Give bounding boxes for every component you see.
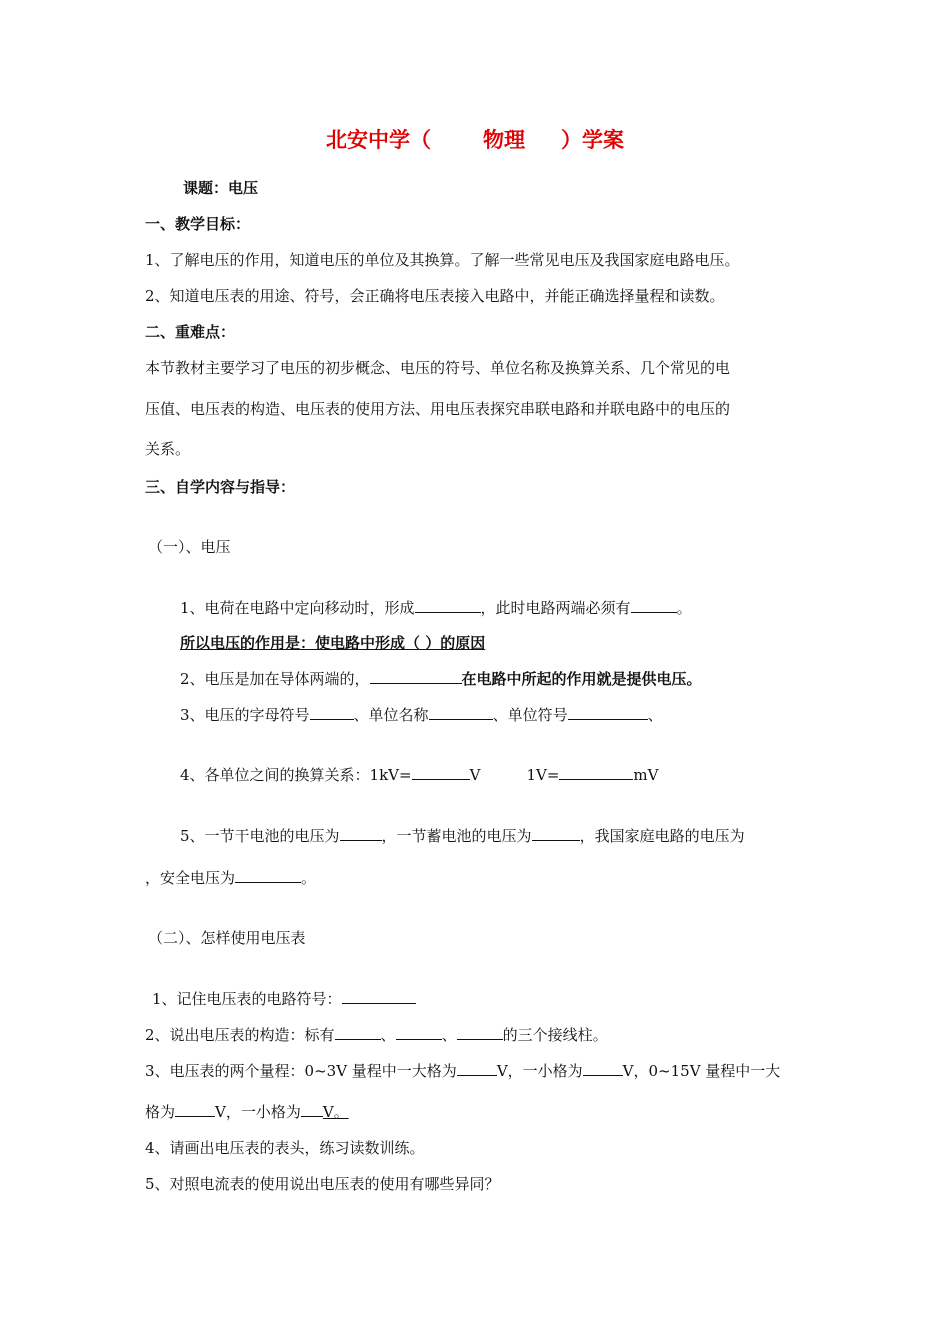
p2q2-text-d: 的三个接线柱。 [502,1026,608,1044]
title-left: 北安中学（ [326,128,431,152]
q4-text-a: 4、各单位之间的换算关系：1kV= [180,766,412,784]
p2q2-text-b: 、 [380,1026,396,1044]
q5-text-b: ，一节蓄电池的电压为 [381,827,532,845]
key-paragraph-line-3: 关系。 [145,440,191,458]
q1-blank-1[interactable] [415,598,481,613]
q4-text-c: 1V= [526,766,560,784]
part1-question-1-note: 所以电压的作用是：使电路中形成（ ）的原因 [180,634,486,652]
p2q2-blank-1[interactable] [335,1025,381,1040]
q5-blank-2[interactable] [532,826,580,841]
goals-heading: 一、教学目标： [145,215,251,233]
q1-text-a: 1、电荷在电路中定向移动时，形成 [180,599,415,617]
p2q3-blank-4[interactable] [301,1102,323,1117]
p2q1-blank[interactable] [342,989,416,1004]
part1-question-5-continued [145,868,316,888]
topic-value: 电压 [228,179,259,197]
q5-blank-3[interactable] [235,868,301,883]
q4-blank-1[interactable] [412,765,470,780]
p2q3-text-a: 3、电压表的两个量程：0~3V 量程中一大格为 [145,1062,457,1080]
q3-blank-2[interactable] [429,705,493,720]
part2-heading: （二）、怎样使用电压表 [148,929,306,947]
q1-text-c: 。 [676,599,692,617]
topic-label: 课题： [183,179,229,197]
part2-question-3-continued [145,1102,349,1122]
p2q3-text-e: V，一小格为 [215,1103,301,1121]
p2q3-text-c: V，0~15V 量程中一大 [622,1062,781,1080]
p2q2-text-c: 、 [441,1026,457,1044]
q5-text-e: 。 [301,869,317,887]
topic-line [183,178,258,198]
part2-question-4: 4、请画出电压表的表头，练习读数训练。 [145,1139,425,1157]
p2q3-blank-1[interactable] [457,1061,497,1076]
p2q1-text: 1、记住电压表的电路符号： [152,990,342,1008]
page-title [0,124,950,154]
key-paragraph-line-2: 压值、电压表的构造、电压表的使用方法、用电压表探究串联电路和并联电路中的电压的 [145,400,731,418]
key-heading: 二、重难点： [145,323,236,341]
part2-question-3 [145,1061,780,1081]
q3-blank-1[interactable] [310,705,354,720]
q5-text-a: 5、一节干电池的电压为 [180,827,340,845]
p2q3-text-f: V。 [322,1103,349,1121]
q1-text-b: ，此时电路两端必须有 [480,599,631,617]
p2q3-blank-2[interactable] [583,1061,623,1076]
part1-question-1 [180,598,692,618]
p2q2-blank-3[interactable] [457,1025,503,1040]
title-right: ）学案 [561,128,624,152]
q3-text-b: 、单位名称 [353,706,429,724]
title-subject: 物理 [483,128,525,152]
part1-question-5 [180,826,745,846]
q5-text-c: ，我国家庭电路的电压为 [579,827,745,845]
q4-text-d: mV [633,766,659,784]
p2q2-blank-2[interactable] [396,1025,442,1040]
self-study-heading: 三、自学内容与指导： [145,478,296,496]
part1-question-4 [180,765,658,785]
p2q3-text-d: 格为 [145,1103,176,1121]
goal-2: 2、知道电压表的用途、符号，会正确将电压表接入电路中，并能正确选择量程和读数。 [145,287,725,305]
p2q2-text-a: 2、说出电压表的构造：标有 [145,1026,335,1044]
q3-text-d: 、 [647,706,663,724]
q4-blank-2[interactable] [559,765,633,780]
p2q3-text-b: V，一小格为 [496,1062,583,1080]
goal-1: 1、了解电压的作用，知道电压的单位及其换算。了解一些常见电压及我国家庭电路电压。 [145,251,740,269]
key-paragraph-line-1: 本节教材主要学习了电压的初步概念、电压的符号、单位名称及换算关系、几个常见的电 [145,359,731,377]
q1-blank-2[interactable] [631,598,677,613]
q2-text-b: 在电路中所起的作用就是提供电压。 [461,670,702,688]
part1-question-2 [180,669,702,689]
q2-text-a: 2、电压是加在导体两端的， [180,670,370,688]
q2-blank[interactable] [370,669,462,684]
q3-blank-3[interactable] [568,705,648,720]
part1-heading: （一）、电压 [148,538,231,556]
part2-question-1 [152,989,416,1009]
q5-blank-1[interactable] [340,826,382,841]
q3-text-c: 、单位符号 [492,706,568,724]
part2-question-5: 5、对照电流表的使用说出电压表的使用有哪些异同？ [145,1175,500,1193]
q5-text-d: ，安全电压为 [145,869,236,887]
part1-question-3 [180,705,663,725]
part2-question-2 [145,1025,608,1045]
q4-text-b: V [469,766,481,784]
q3-text-a: 3、电压的字母符号 [180,706,310,724]
p2q3-blank-3[interactable] [175,1102,215,1117]
